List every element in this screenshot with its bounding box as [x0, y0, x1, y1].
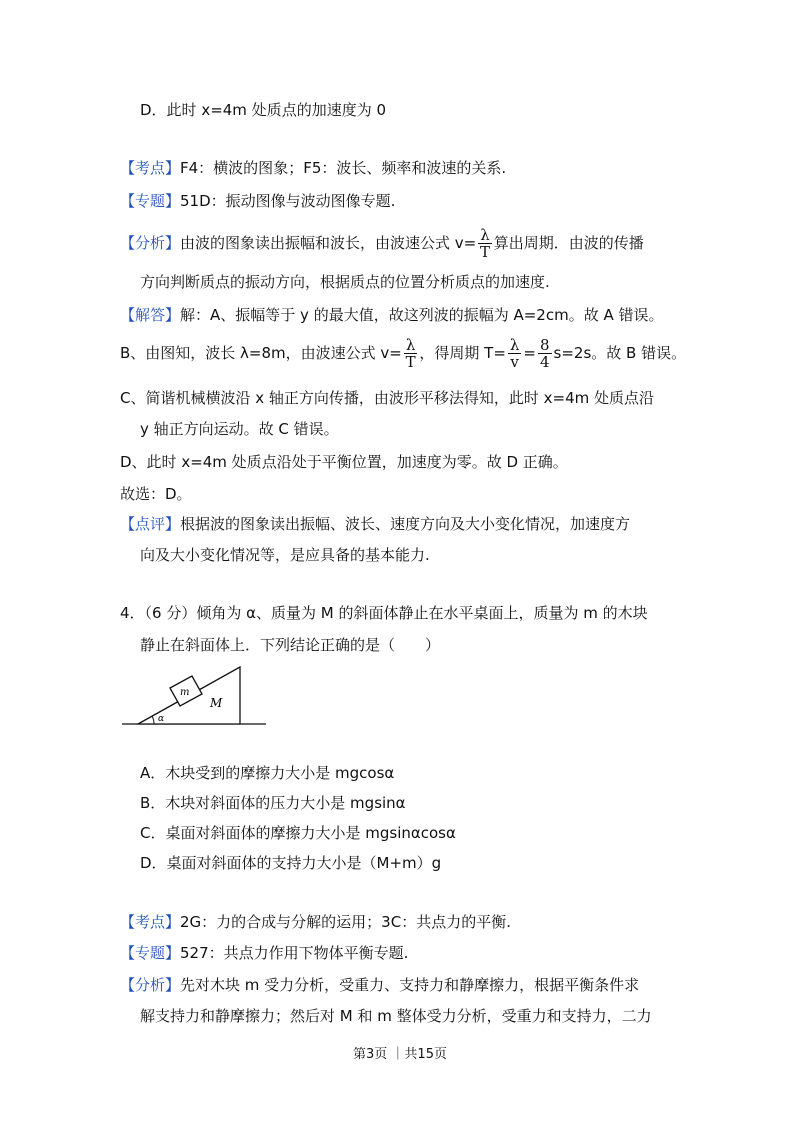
- fraction-denominator: v: [510, 353, 519, 371]
- q3-kaodian: [120, 158, 506, 178]
- jieda-a: 解：A、振幅等于 y 的最大值，故这列波的振幅为 A=2cm。故 A 错误。: [180, 306, 664, 324]
- q3-fenxi: [120, 226, 644, 260]
- kaodian-text: F4：横波的图象；F5：波长、频率和波速的关系.: [180, 159, 507, 177]
- zhuanti-text: 51D：振动图像与波动图像专题.: [180, 192, 396, 210]
- fraction-numerator: 8: [539, 336, 550, 354]
- kaodian-text: 2G：力的合成与分解的运用；3C：共点力的平衡.: [180, 913, 511, 931]
- q4-fenxi: [120, 975, 639, 995]
- page-footer: 第3页 ｜共15页: [353, 1047, 447, 1062]
- fraction-numerator: λ: [480, 226, 490, 244]
- fraction-numerator: λ: [509, 336, 520, 354]
- jieda-b-mid: ，得周期 T=: [419, 344, 506, 362]
- zhuanti-text: 527：共点力作用下物体平衡专题.: [180, 944, 409, 962]
- period-value-fraction: [538, 337, 552, 370]
- q3-zhuanti: [120, 191, 395, 211]
- zhuanti-tag: 【专题】: [120, 192, 181, 210]
- fraction-denominator: 4: [539, 353, 550, 371]
- q3-answer: 故选：D。: [120, 485, 192, 503]
- kaodian-tag: 【考点】: [120, 913, 181, 931]
- fenxi-tag: 【分析】: [120, 234, 181, 252]
- q3-dianping-line2: 向及大小变化情况等，是应具备的基本能力.: [140, 546, 430, 564]
- jieda-b-pre: B、由图知，波长 λ=8m，由波速公式 v=: [120, 344, 402, 362]
- q4-stem-line2: 静止在斜面体上．下列结论正确的是（ ）: [140, 636, 441, 654]
- q4-stem-line1: 4．（6 分）倾角为 α、质量为 M 的斜面体静止在水平桌面上，质量为 m 的木块: [120, 604, 648, 622]
- fraction-denominator: T: [405, 353, 416, 371]
- q3-fenxi-line2: 方向判断质点的振动方向，根据质点的位置分析质点的加速度.: [140, 273, 550, 291]
- block-label: m: [180, 687, 190, 698]
- fenxi-line1: 先对木块 m 受力分析，受重力、支持力和静摩擦力，根据平衡条件求: [180, 976, 640, 994]
- q4-option-d: D．桌面对斜面体的支持力大小是（M+m）g: [140, 854, 442, 872]
- q3-jieda-b: [120, 334, 686, 372]
- q4-kaodian: [120, 912, 511, 932]
- period-fraction: [508, 337, 522, 370]
- q4-fenxi-line2: 解支持力和静摩擦力；然后对 M 和 m 整体受力分析，受重力和支持力，二力: [140, 1007, 652, 1025]
- fenxi-pre: 由波的图象读出振幅和波长，由波速公式 v=: [180, 234, 477, 252]
- kaodian-tag: 【考点】: [120, 159, 181, 177]
- jieda-b-post: s=2s。故 B 错误。: [553, 344, 687, 362]
- q4-option-b: B．木块对斜面体的压力大小是 mgsinα: [140, 794, 406, 812]
- fraction-numerator: λ: [405, 336, 416, 354]
- angle-label: α: [158, 714, 165, 724]
- velocity-fraction-b: [404, 337, 418, 370]
- q3-dianping: [120, 514, 630, 534]
- fenxi-tag: 【分析】: [120, 976, 181, 994]
- zhuanti-tag: 【专题】: [120, 944, 181, 962]
- fenxi-post: 算出周期．由波的传播: [493, 234, 644, 252]
- velocity-fraction: [478, 227, 492, 260]
- q3-jieda: [120, 305, 664, 325]
- q4-option-c: C．桌面对斜面体的摩擦力大小是 mgsinαcosα: [140, 824, 456, 842]
- q3-jieda-c2: y 轴正方向运动。故 C 错误。: [140, 420, 339, 438]
- q3-jieda-c1: C、简谐机械横波沿 x 轴正方向传播，由波形平移法得知，此时 x=4m 处质点沿: [120, 389, 655, 407]
- q4-option-a: A．木块受到的摩擦力大小是 mgcosα: [140, 764, 395, 782]
- dianping-tag: 【点评】: [120, 515, 181, 533]
- q4-zhuanti: [120, 943, 408, 963]
- equals-sign: =: [523, 344, 536, 362]
- jieda-tag: 【解答】: [120, 306, 181, 324]
- wedge-label: M: [210, 696, 223, 710]
- fraction-denominator: T: [479, 243, 490, 261]
- q3-option-d: D．此时 x=4m 处质点的加速度为 0: [140, 101, 386, 119]
- dianping-line1: 根据波的图象读出振幅、波长、速度方向及大小变化情况，加速度方: [180, 515, 631, 533]
- q3-jieda-d: D、此时 x=4m 处质点沿处于平衡位置，加速度为零。故 D 正确。: [120, 453, 568, 471]
- incline-figure: [120, 662, 270, 730]
